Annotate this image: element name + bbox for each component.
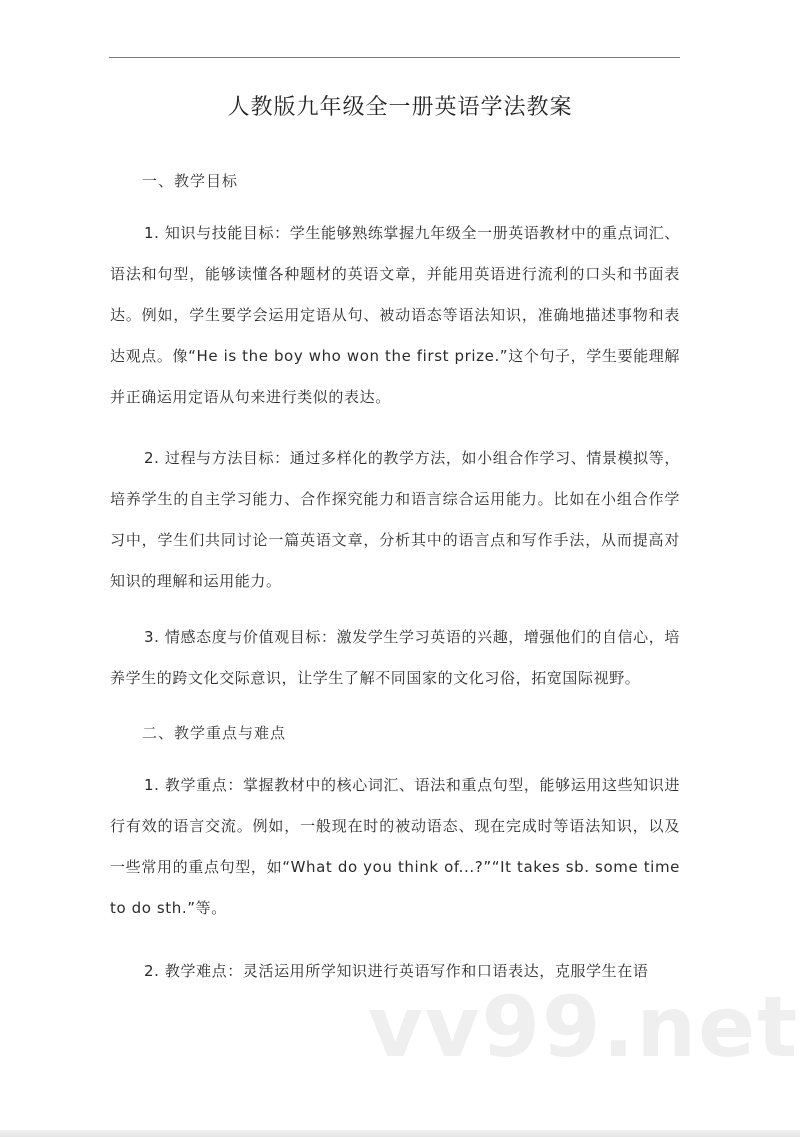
- page-bottom-edge: [0, 1130, 800, 1137]
- paragraph-key-points: [110, 765, 680, 929]
- paragraph-text: 3. 情感态度与价值观目标：激发学生学习英语的兴趣，增强他们的自信心，培养学生的跨文化交际意识，让学生了解不同国家的文化习俗，拓宽国际视野。: [110, 628, 680, 687]
- paragraph-text: 1. 教学重点：掌握教材中的核心词汇、语法和重点句型，能够运用这些知识进行有效的语言交流。例如，一般现在时的被动语态、现在完成时等语法知识，以及一些常用的重点句型，如“What do you think of...?”“It takes sb. some time to do sth.”等。: [110, 776, 680, 917]
- paragraph-text: 2. 教学难点：灵活运用所学知识进行英语写作和口语表达，克服学生在语: [144, 962, 649, 980]
- paragraph-process-methods: [110, 438, 680, 602]
- section-heading-key-points: 二、教学重点与难点: [142, 724, 287, 742]
- watermark-logo: vv99.net: [368, 978, 800, 1076]
- header-rule: [109, 57, 680, 58]
- paragraph-knowledge-skills: [110, 213, 680, 418]
- document-title: 人教版九年级全一册英语学法教案: [227, 95, 573, 120]
- paragraph-text: 2. 过程与方法目标：通过多样化的教学方法，如小组合作学习、情景模拟等，培养学生的自主学习能力、合作探究能力和语言综合运用能力。比如在小组合作学习中，学生们共同讨论一篇英语文章，分析其中的语言点和写作手法，从而提高对知识的理解和运用能力。: [110, 449, 680, 590]
- paragraph-text: 1. 知识与技能目标：学生能够熟练掌握九年级全一册英语教材中的重点词汇、语法和句型，能够读懂各种题材的英语文章，并能用英语进行流利的口头和书面表达。例如，学生要学会运用定语从句、被动语态等语法知识，准确地描述事物和表达观点。像“He is the boy who won the first prize.”这个句子，学生要能理解并正确运用定语从句来进行类似的表达。: [110, 224, 680, 406]
- section-heading-objectives: 一、教学目标: [142, 172, 239, 190]
- paragraph-emotions-values: [110, 617, 680, 699]
